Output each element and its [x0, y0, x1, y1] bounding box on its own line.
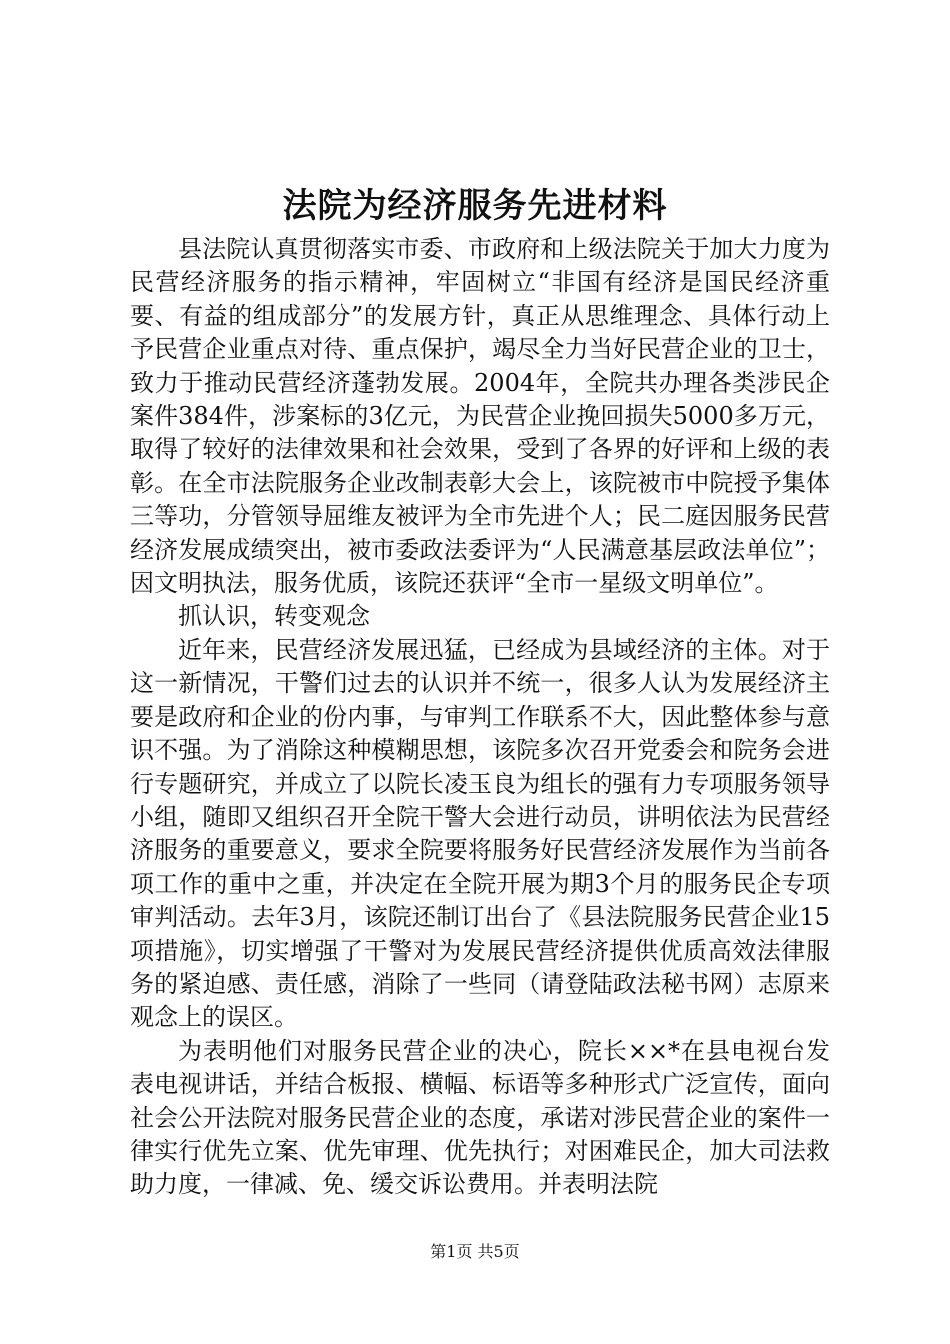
page-footer: 第1页 共5页: [430, 1242, 520, 1261]
document-title: 法院为经济服务先进材料: [282, 186, 668, 226]
document-body: [130, 233, 830, 1202]
section-heading: 抓认识，转变观念: [178, 602, 370, 631]
paragraph-commitment: 为表明他们对服务民营企业的决心，院长××*在县电视台发表电视讲话，并结合板报、横幅、标语等多种形式广泛宣传，面向社会公开法院对服务民营企业的态度，承诺对涉民营企业的案件一律实行优先立案、优先审理、优先执行；对困难民企，加大司法救助力度，一律减、免、缓交诉讼费用。并表明法院: [130, 1036, 830, 1199]
paragraph-intro: 县法院认真贯彻落实市委、市政府和上级法院关于加大力度为民营经济服务的指示精神，牢固树立“非国有经济是国民经济重要、有益的组成部分”的发展方针，真正从思维理念、具体行动上予民营企业重点对待、重点保护，竭尽全力当好民营企业的卫士，致力于推动民营经济蓬勃发展。2004年，全院共办理各类涉民企案件384件，涉案标的3亿元，为民营企业挽回损失5000多万元，取得了较好的法律效果和社会效果，受到了各界的好评和上级的表彰。在全市法院服务企业改制表彰大会上，该院被市中院授予集体三等功，分管领导屈维友被评为全市先进个人；民二庭因服务民营经济发展成绩突出，被市委政法委评为“人民满意基层政法单位”；因文明执法，服务优质，该院还获评“全市一星级文明单位”。: [130, 235, 830, 598]
paragraph-awareness: 近年来，民营经济发展迅猛，已经成为县域经济的主体。对于这一新情况，干警们过去的认识并不统一，很多人认为发展经济主要是政府和企业的份内事，与审判工作联系不大，因此整体参与意识不强。为了消除这种模糊思想，该院多次召开党委会和院务会进行专题研究，并成立了以院长凌玉良为组长的强有力专项服务领导小组，随即又组织召开全院干警大会进行动员，讲明依法为民营经济服务的重要意义，要求全院要将服务好民营经济发展作为当前各项工作的重中之重，并决定在全院开展为期3个月的服务民企专项审判活动。去年3月，该院还制订出台了《县法院服务民营企业15项措施》，切实增强了干警对为发展民营经济提供优质高效法律服务的紧迫感、责任感，消除了一些同（请登陆政法秘书网）志原来观念上的误区。: [130, 635, 830, 1032]
